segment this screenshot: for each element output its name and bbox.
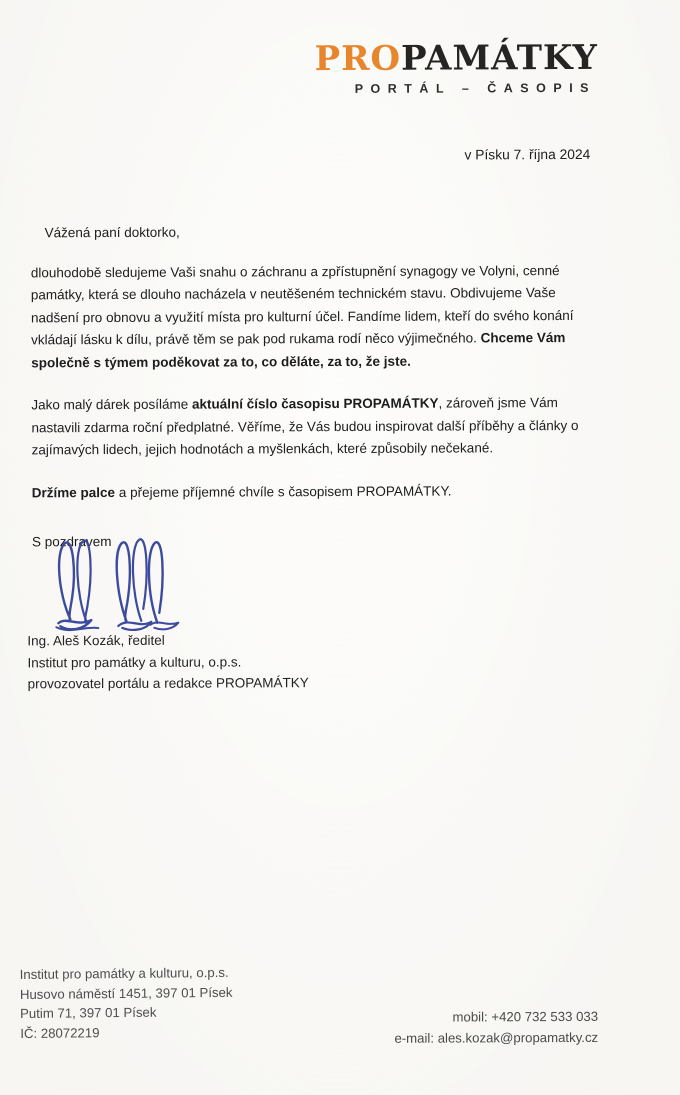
logo-wordmark (314, 37, 598, 80)
footer-line: Putim 71, 397 01 Písek (20, 1004, 157, 1022)
text-segment: Držíme palce (31, 484, 116, 500)
paragraph-3 (32, 479, 606, 504)
propamatky-logo (314, 37, 598, 96)
footer-line: e-mail: ales.kozak@propamatky.cz (394, 1029, 599, 1046)
text-segment: Jako malý dárek posíláme (31, 396, 192, 413)
signer-org: Institut pro památky a kulturu, o.p.s. (27, 653, 242, 670)
text-segment: Chceme Vám společně s týmem poděkovat za to, co děláte, za to, že jste. (31, 330, 566, 370)
footer-company-address (20, 963, 233, 1044)
signature-handwriting (46, 531, 198, 634)
paragraph-1 (31, 259, 605, 374)
signer-name: Ing. Aleš Kozák, ředitel (27, 632, 165, 649)
footer-line: Institut pro památky a kulturu, o.p.s. (19, 964, 229, 983)
salutation: Vážená paní doktorko, (44, 224, 180, 241)
text-segment: dlouhodobě sledujeme Vaši snahu o záchranu a zpřístupnění synagogy ve Volyni, cenné památky, která se dlouho nacházela v neutěšeném technickém stavu. Obdivujeme Vaše nadšení pro obnovu a využití místa pro kulturní účel. Fandíme lidem, kteří do svého konání vkládají lásku k dílu, právě těm se pak pod rukama rodí něco výjimečného. (30, 262, 574, 348)
footer-line: mobil: +420 732 533 033 (452, 1008, 599, 1025)
signer-block (27, 629, 308, 695)
logo-pro: PRO (314, 38, 402, 80)
paragraph-2 (31, 392, 605, 462)
logo-pamatky: PAMÁTKY (400, 37, 598, 79)
logo-subtitle: PORTÁL – ČASOPIS (354, 80, 597, 96)
letter-body (31, 220, 606, 554)
footer-line: Husovo náměstí 1451, 397 01 Písek (19, 984, 233, 1002)
signer-role: provozovatel portálu a redakce PROPAMÁTKY (27, 675, 309, 692)
date-line: v Písku 7. října 2024 (464, 146, 591, 163)
footer-contact (394, 1006, 598, 1049)
text-segment: aktuální číslo časopisu PROPAMÁTKY (191, 395, 439, 412)
text-segment: , zároveň jsme Vám nastavili zdarma roční předplatné. Věříme, že Vás budou inspirovat další příběhy a články o zajímavých lidech, jejich hodnotách a myšlenkách, které způsobily nečekané. (31, 395, 579, 458)
footer-line: IČ: 28072219 (20, 1025, 100, 1041)
closing: S pozdravem (31, 533, 112, 550)
text-segment: a přejeme příjemné chvíle s časopisem PROPAMÁTKY. (115, 483, 452, 500)
